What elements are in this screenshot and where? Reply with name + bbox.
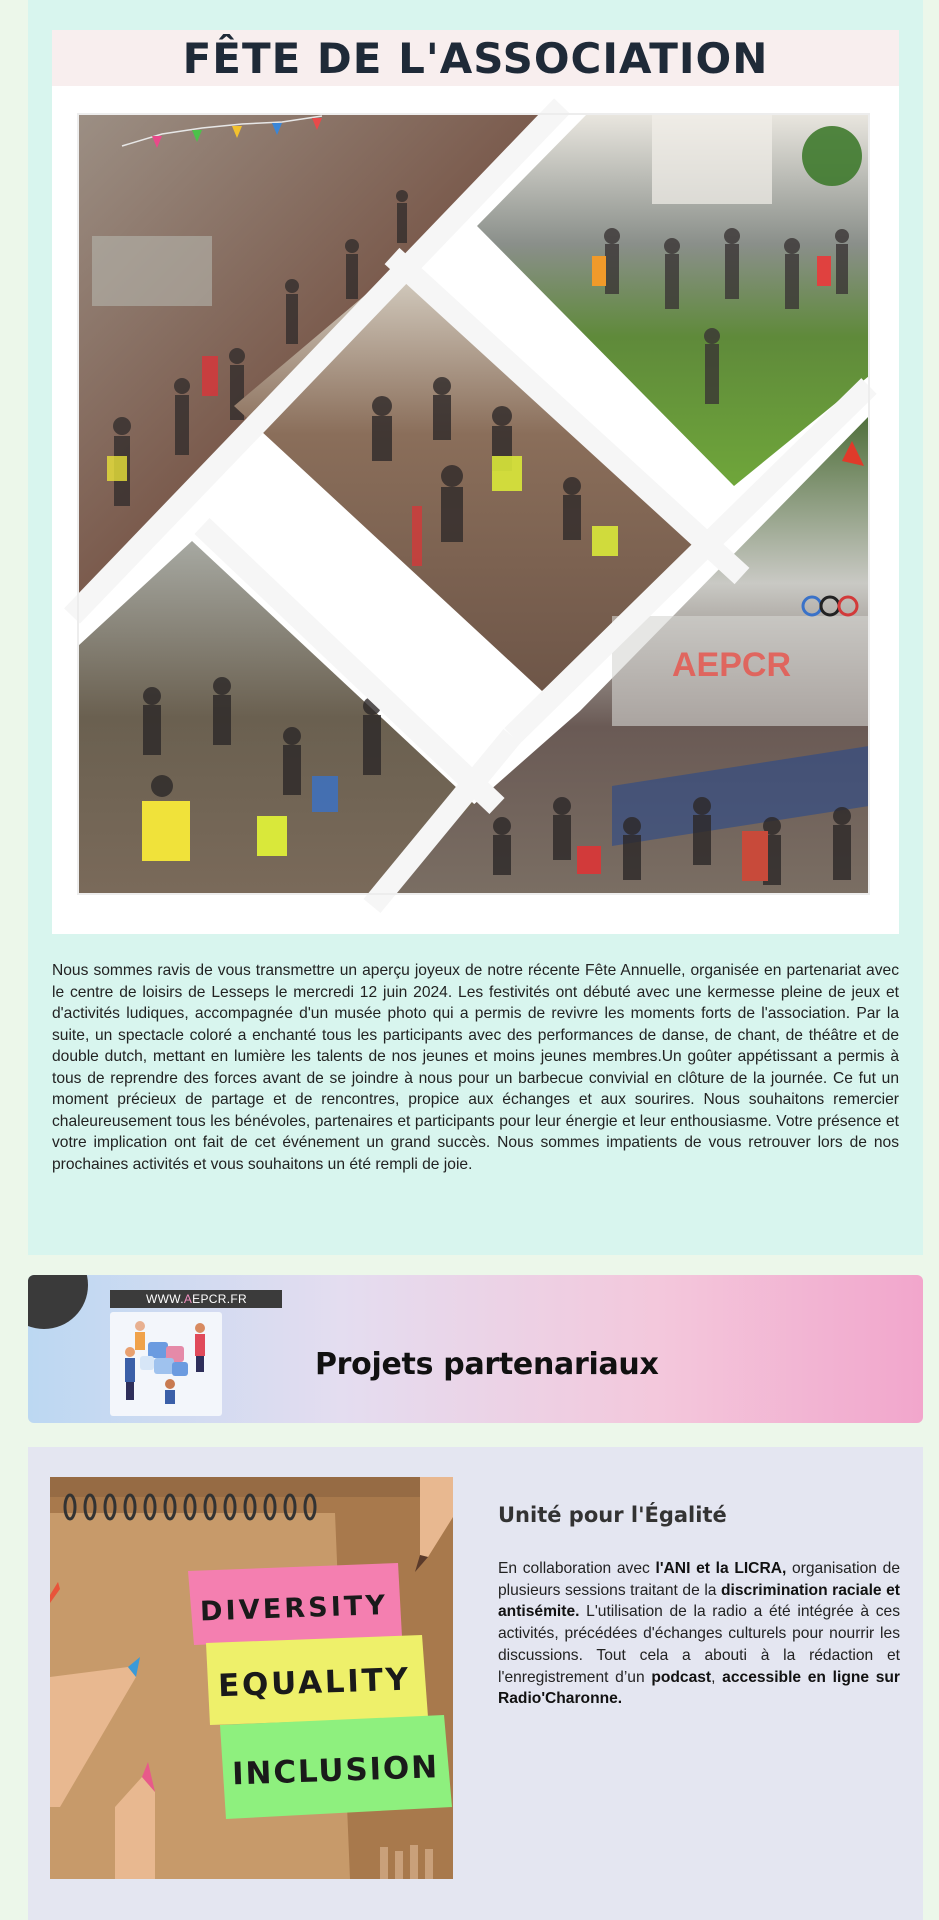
diversity-notes-image [50, 1477, 453, 1879]
partnerships-banner [28, 1275, 923, 1423]
svg-text:AEPCR: AEPCR [672, 646, 792, 684]
photo-collage [52, 86, 899, 934]
fete-section [28, 0, 923, 1255]
equality-note [206, 1635, 428, 1725]
project-description: En collaboration avec l'ANI et la LICRA, organisation de plusieurs sessions traitant de la discrimination raciale et antisémite. L'utilisation de la radio a été intégrée à ces activités, précédées d'échanges culturels pour nourrir les discussions. Tout cela a abouti à la rédaction et l'enregistrement d’un podcast, accessible en ligne sur Radio'Charonne. [498, 1560, 900, 1708]
teamwork-illustration-icon [110, 1312, 222, 1416]
page-title: FÊTE DE L'ASSOCIATION [182, 33, 769, 83]
collage-svg [52, 86, 899, 934]
svg-text:INCLUSION: INCLUSION [231, 1749, 438, 1793]
title-banner [52, 30, 899, 86]
svg-text:EQUALITY: EQUALITY [217, 1661, 409, 1705]
banner-title: Projets partenariaux [315, 1347, 659, 1382]
svg-text:DIVERSITY: DIVERSITY [199, 1590, 386, 1628]
website-url: WWW.AEPCR.FR [110, 1290, 282, 1308]
decorative-circle [28, 1275, 88, 1329]
inclusion-note [220, 1715, 452, 1819]
project-title: Unité pour l'Égalité [498, 1503, 727, 1527]
event-description: Nous sommes ravis de vous transmettre un aperçu joyeux de notre récente Fête Annuelle, organisée en partenariat avec le centre de loisirs de Lesseps le mercredi 12 juin 2024. Les festivités ont débuté avec une kermesse pleine de jeux et d'activités ludiques, accompagnée d'un musée photo qui a permis de revivre les moments forts de l'association. Par la suite, un spectacle coloré a enchanté tous les participants avec des performances de danse, de chant, de théâtre et de double dutch, mettant en lumière les talents de nos jeunes et moins jeunes membres.Un goûter appétissant a permis à tous de reprendre des forces avant de se joindre à nous pour un barbecue convivial en clôture de la journée. Ce fut un moment précieux de partage et de rencontres, propice aux échanges et aux sourires. Nous souhaitons remercier chaleureusement tous les bénévoles, partenaires et participants pour leur énergie et leur enthousiasme. Votre présence et votre implication ont fait de cet événement un grand succès. Nous sommes impatients de vous retrouver lors de nos prochaines activités et vous souhaitons un été rempli de joie. [52, 962, 899, 1173]
project-section [28, 1447, 923, 1920]
diversity-note [188, 1563, 402, 1645]
